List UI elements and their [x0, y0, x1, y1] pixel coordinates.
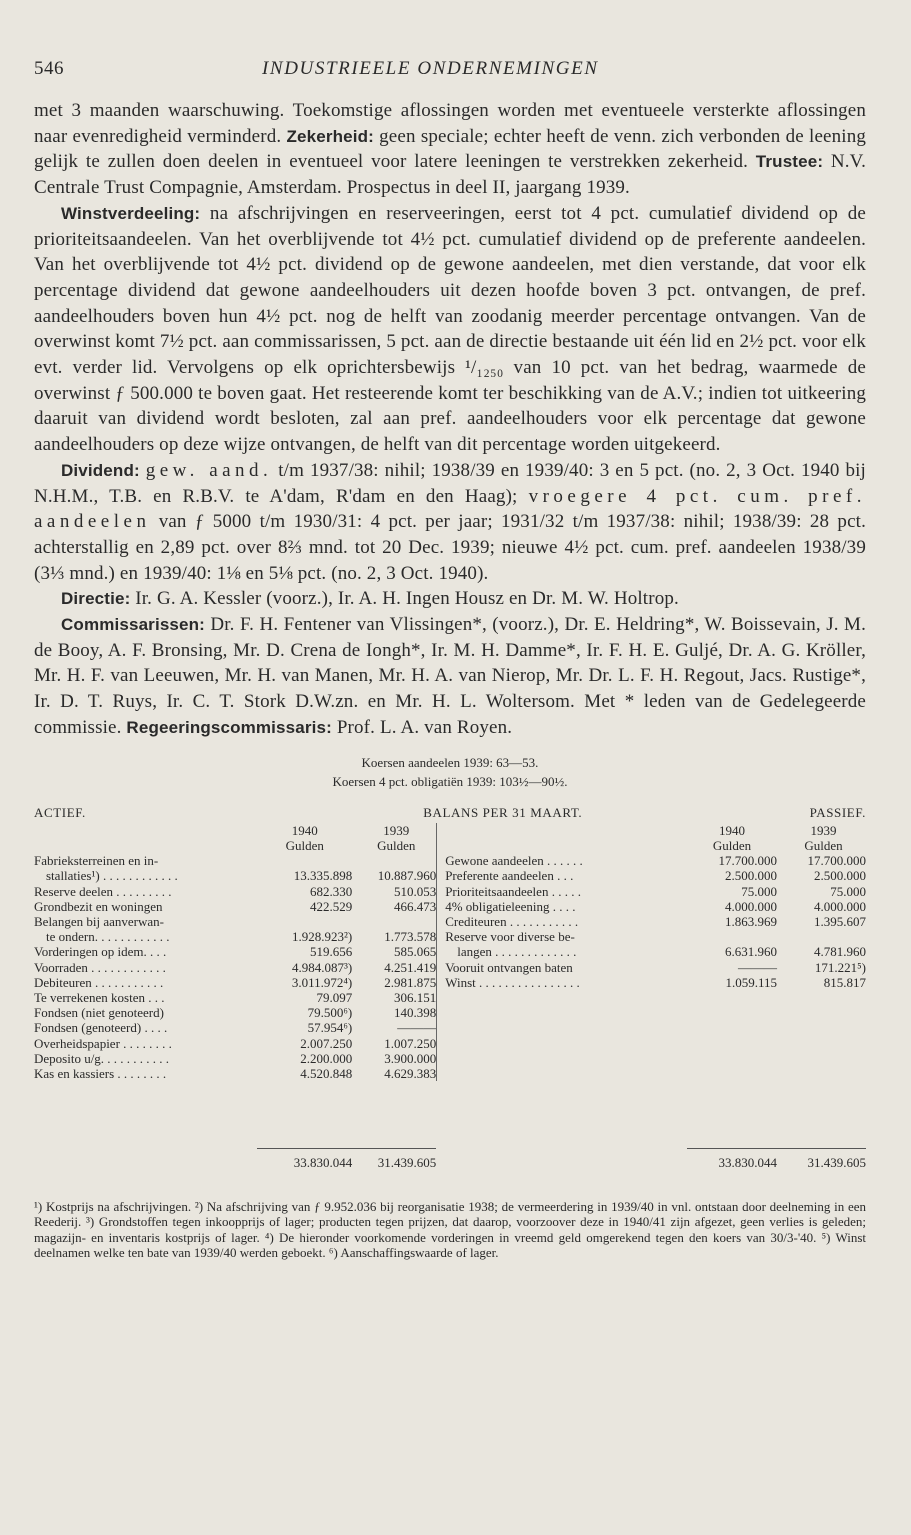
- actief-total-1940: 33.830.044: [257, 1148, 356, 1170]
- table-row: [34, 1051, 436, 1066]
- value-1939: 1.773.578: [384, 929, 437, 945]
- table-row: [34, 1005, 436, 1020]
- passief-rows: [445, 853, 866, 990]
- passief-total-1939: 31.439.605: [781, 1148, 866, 1170]
- row-label: Reserve deelen . . . . . . . . .: [34, 883, 172, 899]
- table-row: [34, 1066, 436, 1081]
- row-label: te ondern. . . . . . . . . . . .: [46, 929, 170, 945]
- label-trustee: Trustee:: [755, 152, 824, 172]
- year-1940: 1940: [291, 822, 318, 838]
- table-row: [445, 944, 866, 959]
- row-label: Deposito u/g. . . . . . . . . . .: [34, 1050, 170, 1066]
- row-label: Prioriteitsaandeelen . . . . .: [445, 883, 581, 899]
- value-1940: 2.500.000: [725, 868, 777, 884]
- value-1940: 4.520.848: [300, 1066, 353, 1082]
- value-1939: 17.700.000: [807, 853, 866, 869]
- table-row: [34, 929, 436, 944]
- value-1940: ———: [738, 959, 777, 975]
- page-header: [34, 58, 866, 98]
- row-label: Vorderingen op idem. . . .: [34, 944, 167, 960]
- value-1940: 519.656: [309, 944, 353, 960]
- table-row: [445, 868, 866, 883]
- value-1939: 2.981.875: [384, 974, 437, 990]
- passief-column: [436, 823, 866, 1081]
- actief-column: [34, 823, 436, 1081]
- totals-row: [34, 1130, 866, 1170]
- value-1940: 79.500⁶): [307, 1005, 353, 1021]
- year-1939: 1939: [810, 822, 837, 838]
- value-1939: 466.473: [393, 898, 437, 914]
- row-label: Kas en kassiers . . . . . . . .: [34, 1066, 167, 1082]
- value-1939: 3.900.000: [384, 1050, 437, 1066]
- balance-header: [34, 805, 866, 820]
- year-1939: 1939: [383, 822, 410, 838]
- value-1939: 4.781.960: [814, 944, 866, 960]
- year-row: [445, 823, 866, 838]
- table-row: [34, 990, 436, 1005]
- value-1940: 1.928.923²): [291, 929, 353, 945]
- value-1940: 17.700.000: [718, 853, 777, 869]
- value-1940: 2.200.000: [300, 1050, 353, 1066]
- value-1940: 79.097: [316, 990, 353, 1006]
- row-label: Fabrieksterreinen en in-: [34, 853, 159, 869]
- value-1940: 1.863.969: [725, 914, 777, 929]
- value-1940: 4.984.087³): [291, 959, 353, 975]
- actief-rows: [34, 853, 436, 1081]
- value-1939: 171.221⁵): [814, 959, 866, 975]
- value-1939: 4.251.419: [384, 959, 437, 975]
- value-1940: 2.007.250: [300, 1035, 353, 1051]
- actief-total-1939: 31.439.605: [356, 1148, 436, 1170]
- label-zekerheid: Zekerheid:: [286, 126, 374, 146]
- value-1940: 13.335.898: [293, 868, 353, 884]
- label-winstverdeeling: Winstverdeeling:: [61, 203, 201, 223]
- value-1940: 6.631.960: [725, 944, 777, 960]
- year-row: [34, 823, 436, 838]
- table-row: [34, 853, 436, 868]
- table-row: [445, 899, 866, 914]
- unit-1939: Gulden: [377, 837, 416, 853]
- balance-title: BALANS PER 31 MAART.: [423, 804, 583, 820]
- passief-title: PASSIEF.: [809, 804, 866, 820]
- unit-1939: Gulden: [804, 837, 843, 853]
- table-row: [445, 884, 866, 899]
- text: geen speciale; echter heeft de venn. zich verbonden de leening gelijk te zullen doen deelen in eventueel voor latere leeningen te verstrekken zekerheid.: [34, 125, 866, 173]
- value-1940: 57.954⁶): [307, 1020, 353, 1036]
- footnotes: ¹) Kostprijs na afschrijvingen. ²) Na afschrijving van ƒ 9.952.036 bij reorganisatie 1938; de vermeerdering in 1939/40 in vnl. ontstaan door deelneming in een Reederij. ³) Grondstoffen tegen inkoopprijs of lager; producten tegen prijzen, dat daarop, voorzoover deze in 1940/41 zijn afgezet, geen verlies is geleden; magazijn- en inventaris kostprijs of lager. ⁴) De hieronder voorkomende vorderingen in vreemd geld omgerekend tegen den koers van 30/3-'40. ⁵) Winst deelnamen welke ten bate van 1939/40 werden geboekt. ⁶) Aanschaffingswaarde of lager.: [34, 1198, 866, 1261]
- spaced-text: vroegere 4 pct. cum. pref. aandeelen: [34, 485, 867, 533]
- row-label: langen . . . . . . . . . . . . .: [457, 944, 577, 960]
- row-label: Te verrekenen kosten . . .: [34, 990, 165, 1006]
- totals-wrap: [34, 1148, 866, 1170]
- table-row: [445, 853, 866, 868]
- koersen-aandeelen: Koersen aandeelen 1939: 63—53.: [361, 754, 539, 770]
- row-label: Fondsen (genoteerd) . . . .: [34, 1020, 168, 1036]
- value-1939: ———: [397, 1020, 437, 1036]
- year-1940: 1940: [719, 822, 745, 838]
- value-1939: 510.053: [393, 883, 437, 899]
- unit-1940: Gulden: [285, 837, 324, 853]
- value-1940: 682.330: [309, 883, 353, 899]
- value-1939: 10.887.960: [377, 868, 437, 884]
- text: Prof. L. A. van Royen.: [331, 716, 513, 738]
- table-row: [445, 975, 866, 990]
- row-label: Overheidspapier . . . . . . . .: [34, 1035, 172, 1051]
- row-label: Crediteuren . . . . . . . . . . .: [445, 914, 579, 929]
- value-1939: 4.629.383: [384, 1066, 437, 1082]
- paragraph-winstverdeeling: [34, 201, 866, 458]
- value-1939: 585.065: [393, 944, 437, 960]
- paragraph-commissarissen: [34, 612, 866, 741]
- label-commissarissen: Commissarissen:: [61, 615, 205, 635]
- table-row: [34, 1036, 436, 1051]
- koersen-obligaties: Koersen 4 pct. obligatiën 1939: 103½—90½.: [332, 773, 568, 789]
- table-row: [34, 868, 436, 883]
- page-number: 546: [34, 58, 64, 79]
- balance-sheet: [34, 805, 866, 1185]
- value-1939: 815.817: [823, 974, 866, 990]
- row-label: Vooruit ontvangen baten: [445, 959, 573, 975]
- label-regeeringscommissaris: Regeeringscommissaris:: [126, 717, 332, 737]
- text: na afschrijvingen en reserveeringen, eerst tot 4 pct. cumulatief dividend op de prioriteitsaandeelen. Van het overblijvende tot 4½ pct. cumulatief dividend op de preferente aandeelen. Van het overblijvende tot 4½ pct. dividend op de gewone aandeelen, met dien verstande, dat voor elk percentage dividend dat gewone aandeelhouders uit dezen hoofde boven 3 pct. ontvangen, de pref. aandeelhouders boven hun 4½ pct. nog de helft van zoodanig meerder percentage ontvangen. Van de overwinst komt 7½ pct. aan commissarissen, 5 pct. aan de directie bestaande uit één lid en 2½ pct. voor elk evt. verder lid. Vervolgens op elk oprichtersbewijs ¹/₁₂₅₀ van 10 pct. van het bedrag, waarmede de overwinst ƒ 500.000 te boven gaat. Het resteerende komt ter beschikking van de A.V.; indien tot uitkeering daaruit van dividend wordt besloten, zal aan pref. aandeelhouders voor elk percentage dat gewone aandeelhouders op deze wijze ontvangen, de helft van dit percentage worden uitgekeerd.: [34, 202, 866, 456]
- table-row: [34, 1020, 436, 1035]
- value-1939: 1.395.607: [814, 914, 866, 929]
- table-row: [445, 929, 866, 944]
- row-label: Belangen bij aanverwan-: [34, 914, 164, 929]
- row-label: Debiteuren . . . . . . . . . . .: [34, 974, 164, 990]
- value-1940: 3.011.972⁴): [291, 974, 353, 990]
- unit-1940: Gulden: [712, 837, 752, 853]
- spaced-text: gew. aand.: [145, 459, 273, 481]
- table-row: [34, 960, 436, 975]
- koersen: [34, 753, 866, 791]
- text: Dr. F. H. Fentener van Vlissingen*, (voorz.), Dr. E. Heldring*, W. Boissevain, J. M. de Booy, A. F. Bronsing, Mr. D. Crena de Iongh*, Ir. M. H. Damme*, Ir. F. H. E. Guljé, Dr. A. G. Kröller, Mr. H. F. van Leeuwen, Mr. H. van Manen, Mr. H. A. van Nierop, Mr. Dr. L. F. H. Regout, Jacs. Rustige*, Ir. D. T. Ruys, Ir. C. T. Stork D.W.zn. en Mr. H. L. Woltersom. Met * leden van de Gedelegeerde commissie.: [34, 614, 866, 738]
- value-1939: 140.398: [393, 1005, 437, 1021]
- table-row: [34, 944, 436, 959]
- table-row: [445, 914, 866, 929]
- table-row: [34, 975, 436, 990]
- body-text: [34, 98, 866, 741]
- paragraph-aflossing: [34, 98, 866, 201]
- unit-row: [445, 838, 866, 853]
- text: t/m 1937/38: nihil; 1938/39 en 1939/40: 3 en 5 pct. (no. 2, 3 Oct. 1940 bij N.H.M., T.B. en R.B.V. te A'dam, R'dam en den Haag);: [34, 459, 866, 507]
- table-row: [34, 899, 436, 914]
- value-1939: 2.500.000: [814, 868, 866, 884]
- value-1940: 75.000: [741, 883, 777, 899]
- text: van ƒ 5000 t/m 1930/31: 4 pct. per jaar; 1931/32 t/m 1937/38: nihil; 1938/39: 28 pct. achterstallig en 2,89 pct. over 8⅔ mnd. tot 20 Dec. 1939; nieuwe 4½ pct. cum. pref. aandeelen 1938/39 (3⅓ mnd.) en 1939/40: 1⅛ en 5⅛ pct. (no. 2, 3 Oct. 1940).: [34, 511, 866, 584]
- row-label: stallaties¹) . . . . . . . . . . . .: [46, 868, 178, 884]
- row-label: Fondsen (niet genoteerd): [34, 1005, 164, 1021]
- table-row: [34, 914, 436, 929]
- value-1940: 4.000.000: [725, 898, 777, 914]
- row-label: 4% obligatieleening . . . .: [445, 898, 576, 914]
- running-title: INDUSTRIEELE ONDERNEMINGEN: [262, 58, 599, 79]
- text: Ir. G. A. Kessler (voorz.), Ir. A. H. Ingen Housz en Dr. M. W. Holtrop.: [130, 588, 679, 610]
- value-1940: 1.059.115: [725, 974, 777, 990]
- value-1940: 422.529: [309, 898, 353, 914]
- actief-title: ACTIEF.: [34, 804, 86, 820]
- value-1939: 4.000.000: [814, 898, 866, 914]
- passief-total-1940: 33.830.044: [687, 1148, 781, 1170]
- value-1939: 306.151: [393, 990, 437, 1006]
- row-label: Voorraden . . . . . . . . . . . .: [34, 959, 166, 975]
- row-label: Preferente aandeelen . . .: [445, 868, 574, 884]
- row-label: Reserve voor diverse be-: [445, 929, 575, 945]
- actief-totals: [34, 1148, 436, 1170]
- passief-totals: [436, 1148, 866, 1170]
- row-label: Gewone aandeelen . . . . . .: [445, 853, 583, 869]
- balance-columns: [34, 823, 866, 1081]
- label-directie: Directie:: [61, 589, 131, 609]
- text: met 3 maanden waarschuwing. Toekomstige aflossingen worden met eventueele versterkte aflossingen naar evenredigheid verminderd.: [34, 100, 866, 147]
- row-label: Grondbezit en woningen: [34, 898, 163, 914]
- table-row: [445, 960, 866, 975]
- value-1939: 75.000: [830, 883, 866, 899]
- value-1939: 1.007.250: [384, 1035, 437, 1051]
- text: N.V. Centrale Trust Compagnie, Amsterdam. Prospectus in deel II, jaargang 1939.: [34, 151, 866, 199]
- label-dividend: Dividend:: [61, 460, 140, 480]
- table-row: [34, 884, 436, 899]
- row-label: Winst . . . . . . . . . . . . . . . .: [445, 974, 580, 990]
- paragraph-dividend: [34, 458, 866, 587]
- unit-row: [34, 838, 436, 853]
- paragraph-directie: [34, 586, 866, 612]
